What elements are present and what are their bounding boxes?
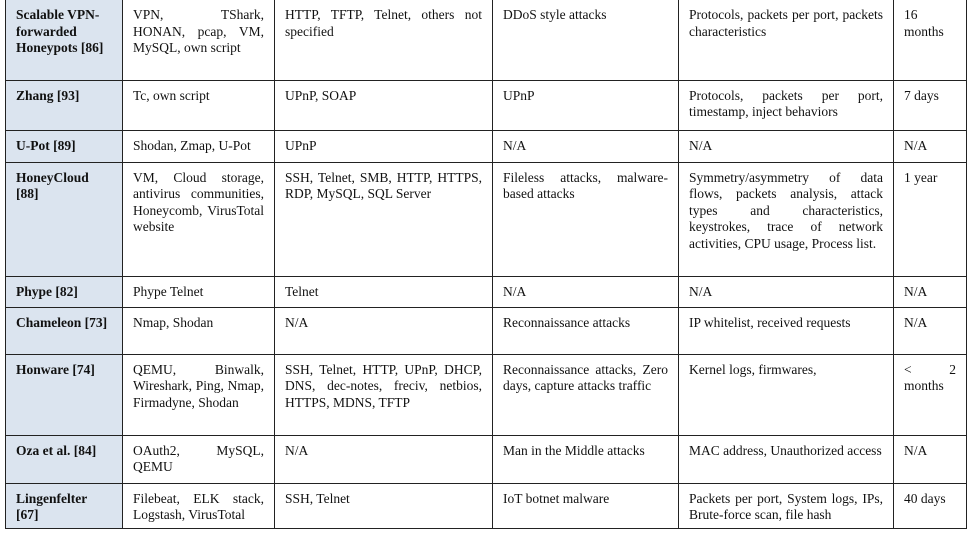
attacks-cell: Man in the Middle attacks xyxy=(493,435,679,483)
attacks-cell: Reconnaissance attacks, Zero days, capture attacks traffic xyxy=(493,354,679,435)
protocols-cell: N/A xyxy=(275,307,493,354)
protocols-cell: N/A xyxy=(275,435,493,483)
tools-cell: VPN, TShark, HONAN, pcap, VM, MySQL, own script xyxy=(123,0,275,80)
collected-data-cell: N/A xyxy=(679,130,894,162)
attacks-cell: UPnP xyxy=(493,80,679,130)
duration-cell: 1 year xyxy=(894,162,967,276)
duration-cell: 40 days xyxy=(894,483,967,528)
collected-data-cell: Protocols, packets per port, packets characteristics xyxy=(679,0,894,80)
honeypot-name: Phype [82] xyxy=(6,276,123,307)
attacks-cell: DDoS style attacks xyxy=(493,0,679,80)
protocols-cell: Telnet xyxy=(275,276,493,307)
table-row xyxy=(6,354,967,435)
attacks-cell: IoT botnet malware xyxy=(493,483,679,528)
table-row xyxy=(6,276,967,307)
honeypot-name: U-Pot [89] xyxy=(6,130,123,162)
collected-data-cell: IP whitelist, received requests xyxy=(679,307,894,354)
collected-data-cell: Protocols, packets per port, timestamp, inject behaviors xyxy=(679,80,894,130)
duration-cell: N/A xyxy=(894,130,967,162)
duration-cell: < 2 months xyxy=(894,354,967,435)
table-row xyxy=(6,80,967,130)
duration-cell: N/A xyxy=(894,276,967,307)
collected-data-cell: Kernel logs, firmwares, xyxy=(679,354,894,435)
collected-data-cell: N/A xyxy=(679,276,894,307)
protocols-cell: SSH, Telnet, SMB, HTTP, HTTPS, RDP, MySQL, SQL Server xyxy=(275,162,493,276)
table-container xyxy=(5,0,966,529)
table-row xyxy=(6,162,967,276)
honeypot-comparison-table xyxy=(5,0,967,529)
attacks-cell: N/A xyxy=(493,130,679,162)
protocols-cell: UPnP xyxy=(275,130,493,162)
protocols-cell: HTTP, TFTP, Telnet, others not specified xyxy=(275,0,493,80)
table-row xyxy=(6,130,967,162)
honeypot-name: HoneyCloud [88] xyxy=(6,162,123,276)
attacks-cell: Reconnaissance attacks xyxy=(493,307,679,354)
honeypot-name: Honware [74] xyxy=(6,354,123,435)
collected-data-cell: Packets per port, System logs, IPs, Brute-force scan, file hash xyxy=(679,483,894,528)
table-row xyxy=(6,483,967,528)
tools-cell: VM, Cloud storage, antivirus communities, Honeycomb, VirusTotal website xyxy=(123,162,275,276)
tools-cell: Shodan, Zmap, U-Pot xyxy=(123,130,275,162)
attacks-cell: Fileless attacks, malware-based attacks xyxy=(493,162,679,276)
protocols-cell: SSH, Telnet, HTTP, UPnP, DHCP, DNS, dec-notes, freciv, netbios, HTTPS, MDNS, TFTP xyxy=(275,354,493,435)
table-row xyxy=(6,307,967,354)
duration-cell: N/A xyxy=(894,307,967,354)
honeypot-name: Chameleon [73] xyxy=(6,307,123,354)
tools-cell: OAuth2, MySQL, QEMU xyxy=(123,435,275,483)
duration-cell: 16 months xyxy=(894,0,967,80)
table-row xyxy=(6,0,967,80)
duration-cell: 7 days xyxy=(894,80,967,130)
protocols-cell: UPnP, SOAP xyxy=(275,80,493,130)
tools-cell: Filebeat, ELK stack, Logstash, VirusTotal xyxy=(123,483,275,528)
attacks-cell: N/A xyxy=(493,276,679,307)
collected-data-cell: Symmetry/asymmetry of data flows, packets analysis, attack types and characteristics, keystrokes, trace of network activities, CPU usage, Process list. xyxy=(679,162,894,276)
duration-cell: N/A xyxy=(894,435,967,483)
tools-cell: QEMU, Binwalk, Wireshark, Ping, Nmap, Firmadyne, Shodan xyxy=(123,354,275,435)
honeypot-name: Lingenfelter [67] xyxy=(6,483,123,528)
honeypot-name: Zhang [93] xyxy=(6,80,123,130)
protocols-cell: SSH, Telnet xyxy=(275,483,493,528)
table-row xyxy=(6,435,967,483)
honeypot-name: Oza et al. [84] xyxy=(6,435,123,483)
tools-cell: Phype Telnet xyxy=(123,276,275,307)
collected-data-cell: MAC address, Unauthorized access xyxy=(679,435,894,483)
tools-cell: Nmap, Shodan xyxy=(123,307,275,354)
tools-cell: Tc, own script xyxy=(123,80,275,130)
honeypot-name: Scalable VPN-forwarded Honeypots [86] xyxy=(6,0,123,80)
